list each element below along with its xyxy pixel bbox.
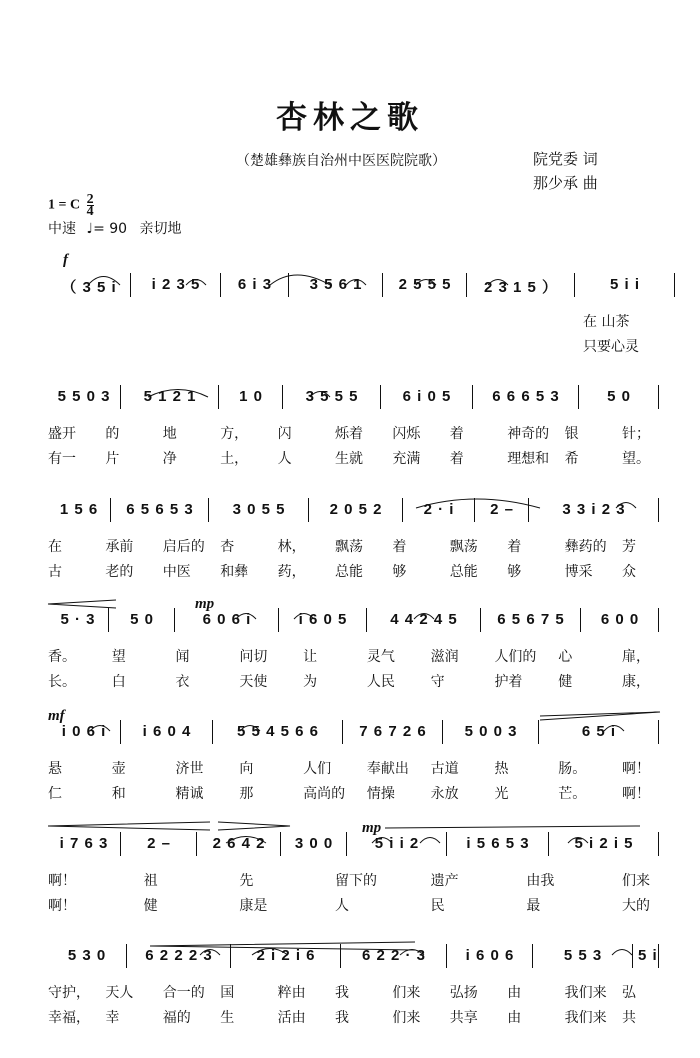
- lyric-word: 国: [220, 985, 235, 1001]
- song-subtitle: （楚雄彝族自治州中医医院院歌）: [236, 153, 446, 169]
- lyric-word: 幸: [105, 1010, 120, 1026]
- lyric-word: 人: [335, 898, 349, 914]
- lyric-word: 悬: [48, 761, 62, 777]
- slur: [616, 503, 636, 509]
- lyric-word: 药，: [277, 564, 306, 580]
- lyric-word: 净: [162, 451, 177, 467]
- lyric-word: 着: [449, 426, 464, 442]
- lyric-word: 古: [48, 564, 62, 580]
- slur: [90, 726, 110, 732]
- lyricist-credit: 院党委 词: [533, 150, 598, 168]
- lyric-word: 盛开: [48, 426, 76, 442]
- lyric-word: 白: [111, 674, 126, 690]
- lyric-word: 我: [335, 985, 349, 1001]
- lyric-word: 扉，: [622, 649, 650, 665]
- slur: [416, 280, 436, 286]
- measure-notes: 6 i 0 5: [402, 388, 452, 405]
- song-title: 杏林之歌: [276, 100, 424, 136]
- diminuendo-hairpin: [218, 822, 290, 830]
- lyric-word: 大的: [622, 898, 650, 914]
- lyric-word: 的: [105, 426, 120, 442]
- lyric-word: 高尚的: [303, 786, 346, 802]
- lyric-word: 飘荡: [335, 539, 363, 555]
- slur: [414, 614, 434, 620]
- lyric-word: 共: [622, 1010, 636, 1026]
- lyric-word: 和彝: [220, 564, 249, 580]
- lyric-word: 生: [220, 1010, 235, 1026]
- lyric-word: 彝药的: [564, 539, 607, 555]
- lyric-word: 众: [622, 564, 636, 580]
- measure-notes: 3 0 5 5: [232, 501, 286, 518]
- lyric-word: 心: [558, 649, 573, 665]
- lyric-word: 闻: [175, 649, 190, 665]
- lyric-word: 活由: [277, 1010, 306, 1026]
- lyric-word: 片: [105, 451, 120, 467]
- measure-notes: 6 0 6 i: [202, 611, 252, 628]
- lyric-word: 着: [507, 539, 522, 555]
- lyric-word: 健: [143, 898, 158, 914]
- lyric-word: 健: [558, 674, 573, 690]
- lyric-word: 杏: [220, 539, 235, 555]
- lyric-word: 肠。: [558, 761, 587, 777]
- lyric-word: 合一的: [162, 985, 205, 1001]
- crescendo-hairpin: [48, 822, 210, 830]
- measure-notes: 6 0 0: [600, 611, 640, 628]
- composer-credit: 那少承 曲: [533, 174, 598, 192]
- lyric-word: 充满: [392, 451, 421, 467]
- lyric-word: 芒。: [558, 786, 587, 802]
- lyric-word: 希: [564, 451, 579, 467]
- lyric-word: 在: [48, 539, 62, 555]
- lyric-word: 方，: [220, 426, 249, 442]
- slur: [252, 949, 288, 956]
- lyric-word: 老的: [105, 564, 134, 580]
- measure-notes: 6 5 i: [581, 723, 617, 740]
- slur: [568, 838, 588, 844]
- measure-notes: 3 5 6 1: [309, 276, 363, 293]
- lyric-word: 总能: [449, 564, 478, 580]
- lyric-word: 古道: [430, 761, 459, 777]
- lyric-word: 总能: [335, 564, 363, 580]
- lyric-word: 我们来: [564, 1010, 607, 1026]
- lyric-word: 光: [494, 786, 509, 802]
- measure-notes: 2 · i: [423, 501, 455, 518]
- lyric-word: 闪烁: [392, 426, 421, 442]
- lyric-word: 先: [239, 873, 254, 889]
- expression-text: 亲切地: [139, 221, 182, 237]
- lyric-word: 够: [392, 564, 407, 580]
- measure-notes: 5 0 0 3: [464, 723, 518, 740]
- lyric-word: 由: [507, 1010, 522, 1026]
- lyric-word: 人: [277, 451, 292, 467]
- lyric-word: 情操: [366, 786, 395, 802]
- lyric-word: 天使: [239, 674, 268, 690]
- lyric-word: 银: [564, 426, 579, 442]
- slur: [420, 838, 440, 844]
- lyric-word: 生就: [335, 451, 363, 467]
- measure-notes: 4 4 2 4 5: [390, 611, 458, 628]
- lyric-word: 们来: [392, 1010, 421, 1026]
- measure-notes: 2 0 5 2: [329, 501, 383, 518]
- measure-notes: 5 5 3: [563, 947, 603, 964]
- lyric-word: 弘扬: [449, 985, 478, 1001]
- tempo-text: 中速: [48, 221, 76, 237]
- measure-notes: i 6 0 4: [142, 723, 192, 740]
- measure-notes: 5 i: [638, 947, 658, 964]
- lyric-word: 由: [507, 985, 522, 1001]
- lyric-word: 中医: [162, 564, 191, 580]
- lyric-word: 让: [303, 649, 318, 665]
- measure-notes: 5 3 0: [67, 947, 107, 964]
- lyric-word: 守: [430, 674, 445, 690]
- lyric-word: 天人: [105, 985, 134, 1001]
- measure-notes: 5 · 3: [60, 611, 96, 628]
- lyric-word: 共享: [449, 1010, 478, 1026]
- lyric-word: 最: [526, 898, 541, 914]
- lyric-word: 仁: [48, 786, 62, 802]
- lyric-word: 在 山茶: [583, 314, 630, 330]
- measure-notes: 2 3 1 5 ）: [483, 279, 559, 296]
- lyric-word: 针；: [622, 426, 650, 442]
- slur: [270, 275, 330, 285]
- lyric-word: 着: [392, 539, 407, 555]
- lyric-word: 那: [239, 786, 254, 802]
- lyric-word: 人们: [303, 761, 332, 777]
- measure-notes: 6 2 2 · 3: [361, 947, 427, 964]
- measure-notes: 5 0: [130, 611, 154, 628]
- measure-notes: 5 i i 2: [374, 835, 420, 852]
- lyric-word: 我: [335, 1010, 349, 1026]
- lyric-word: 弘: [622, 985, 636, 1001]
- key-label: 1 = C: [48, 197, 81, 213]
- lyric-word: 和: [111, 786, 126, 802]
- slur: [226, 837, 266, 844]
- slur: [186, 280, 206, 286]
- quarter-note-icon: ♩: [86, 221, 94, 237]
- lyric-word: 滋润: [430, 649, 459, 665]
- measure-notes: 1 5 6: [59, 501, 99, 518]
- lyric-word: 衣: [175, 674, 190, 690]
- slur: [372, 838, 392, 844]
- lyric-word: 福的: [162, 1010, 191, 1026]
- measure-notes: （ 3 5 i: [61, 279, 117, 296]
- dynamic-mezzo-piano: mp: [195, 596, 215, 612]
- lyric-word: 博采: [564, 564, 593, 580]
- dynamic-forte: f: [63, 252, 68, 268]
- hairpin-line: [385, 826, 640, 828]
- lyric-word: 林，: [277, 539, 306, 555]
- measure-notes: 3 5 5 5: [305, 388, 359, 405]
- measure-notes: 2 i 2 i 6: [256, 947, 316, 964]
- lyric-word: 奉献出: [366, 761, 409, 777]
- lyric-word: 守护，: [48, 985, 90, 1001]
- lyric-word: 幸福，: [48, 1010, 90, 1026]
- lyric-word: 地: [162, 426, 177, 442]
- slur: [148, 390, 208, 398]
- lyric-word: 芳: [622, 539, 636, 555]
- measure-notes: 5 5 4 5 6 6: [237, 723, 319, 740]
- measure-notes: i 0 6 i: [61, 723, 107, 740]
- measure-notes: i 7 6 3: [59, 835, 109, 852]
- lyric-word: 为: [303, 674, 318, 690]
- slur: [294, 614, 314, 620]
- slur: [310, 392, 330, 398]
- diminuendo-hairpin: [540, 712, 660, 720]
- lyric-word: 烁着: [335, 426, 363, 442]
- measure-notes: 2 6 4 2: [212, 835, 266, 852]
- lyric-word: 热: [494, 761, 509, 777]
- measure-notes: 6 i 3: [237, 276, 273, 293]
- dynamic-mezzo-piano-2: mp: [362, 820, 382, 836]
- lyric-word: 遗产: [430, 873, 459, 889]
- lyric-word: 济世: [175, 761, 204, 777]
- lyric-word: 民: [430, 898, 445, 914]
- lyric-word: 祖: [143, 873, 158, 889]
- slur: [346, 280, 366, 286]
- lyric-word: 闪: [277, 426, 292, 442]
- measure-notes: 2 –: [147, 835, 171, 852]
- lyric-word: 由我: [526, 873, 555, 889]
- measure-notes: 3 0 0: [294, 835, 334, 852]
- lyric-word: 永放: [430, 786, 459, 802]
- measure-notes: 6 5 6 5 3: [126, 501, 194, 518]
- lyric-word: 着: [449, 451, 464, 467]
- lyric-word: 壶: [111, 761, 126, 777]
- measure-notes: i 6 0 5: [298, 611, 348, 628]
- measure-notes: 5 1 2 1: [143, 388, 197, 405]
- lyric-word: 人们的: [494, 649, 537, 665]
- dynamic-mezzo-forte: mf: [48, 708, 65, 724]
- slur: [604, 726, 624, 732]
- slur: [240, 726, 260, 732]
- measure-notes: 6 5 6 7 5: [497, 611, 565, 628]
- measure-notes: 2 5 5 5: [398, 276, 452, 293]
- lyric-word: 承前: [105, 539, 134, 555]
- lyric-word: 神奇的: [507, 426, 550, 442]
- measure-notes: 7 6 7 2 6: [359, 723, 427, 740]
- lyric-word: 啊！: [622, 761, 650, 777]
- lyric-word: 长。: [48, 674, 76, 690]
- lyric-word: 我们来: [564, 985, 607, 1001]
- lyric-word: 康是: [239, 898, 268, 914]
- measure-notes: i 6 0 6: [465, 947, 515, 964]
- slur: [488, 280, 508, 286]
- measure-notes: 6 6 6 5 3: [492, 388, 560, 405]
- lyric-word: 啊！: [48, 873, 76, 889]
- time-signature: $\frac{2}{4}$: [86, 192, 94, 219]
- lyric-word: 土，: [220, 451, 249, 467]
- measure-notes: 5 0: [607, 388, 631, 405]
- lyric-word: 有一: [48, 451, 76, 467]
- lyric-word: 望。: [622, 451, 650, 467]
- lyric-word: 啊！: [622, 786, 650, 802]
- lyric-word: 们来: [392, 985, 421, 1001]
- lyric-word: 灵气: [366, 649, 395, 665]
- slur: [416, 499, 540, 508]
- measure-notes: 2 –: [490, 501, 514, 518]
- measure-notes: i 5 6 5 3: [466, 835, 530, 852]
- lyric-word: 望: [111, 649, 126, 665]
- measure-notes: 5 i i: [609, 276, 640, 293]
- slur: [612, 950, 632, 956]
- lyric-word: 啊！: [48, 898, 76, 914]
- lyric-word: 康，: [622, 674, 650, 690]
- lyric-word: 问切: [239, 649, 268, 665]
- measure-notes: 5 i 2 i 5: [574, 835, 634, 852]
- lyric-word: 护着: [494, 674, 523, 690]
- measure-notes: 5 5 0 3: [57, 388, 111, 405]
- slur: [200, 950, 220, 956]
- lyric-word: 只要心灵: [583, 339, 639, 355]
- lyric-word: 向: [239, 761, 254, 777]
- lyric-word: 粹由: [277, 985, 306, 1001]
- measure-notes: 6 2 2 2 3: [145, 947, 213, 964]
- measure-notes: 1 0: [239, 388, 263, 405]
- lyric-word: 留下的: [335, 873, 377, 889]
- lyric-word: 们来: [622, 873, 650, 889]
- measure-notes: 3 3 i 2 3: [562, 501, 626, 518]
- lyric-word: 人民: [366, 674, 395, 690]
- measure-notes: i 2 3 5: [151, 276, 201, 293]
- lyric-word: 够: [507, 564, 522, 580]
- slur: [88, 277, 120, 286]
- crescendo-hairpin: [48, 600, 116, 608]
- lyric-word: 精诚: [175, 786, 204, 802]
- lyric-word: 香。: [48, 649, 76, 665]
- lyric-word: 启后的: [162, 539, 205, 555]
- slur: [236, 614, 256, 620]
- tempo-value: = 90: [93, 221, 128, 237]
- lyric-word: 飘荡: [449, 539, 478, 555]
- lyric-word: 理想和: [507, 451, 550, 467]
- crescendo-hairpin: [150, 942, 415, 950]
